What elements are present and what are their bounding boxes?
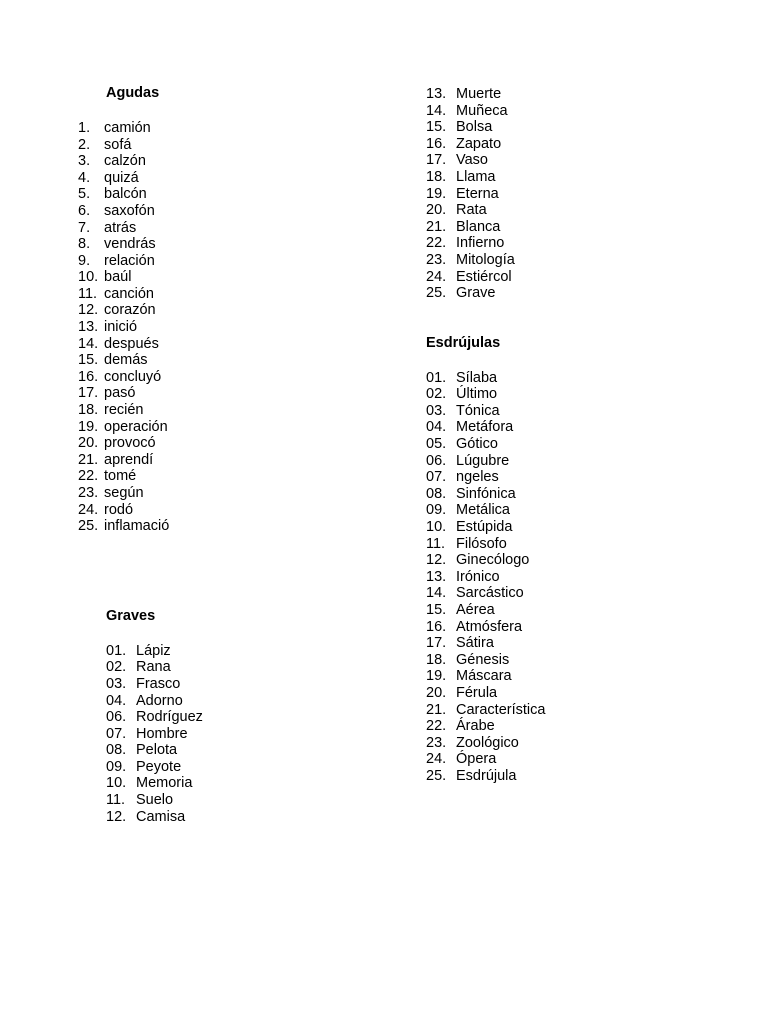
list-item-word: Frasco xyxy=(136,675,181,692)
list-item xyxy=(426,685,708,702)
list-item-word: demás xyxy=(104,352,148,369)
list-item-number: 1. xyxy=(78,119,91,136)
list-item xyxy=(78,352,378,369)
list-item xyxy=(426,502,708,519)
list-item xyxy=(426,86,708,103)
list-item-word: Árabe xyxy=(456,718,495,735)
list-item-number: 13. xyxy=(78,319,99,336)
list-item-number: 05. xyxy=(426,436,447,453)
list-item-word: baúl xyxy=(104,269,132,286)
list-item-word: Rodríguez xyxy=(136,709,203,726)
list-item xyxy=(426,619,708,636)
list-item-word: Estiércol xyxy=(456,268,512,285)
list-item xyxy=(106,742,378,759)
list-item-number: 15. xyxy=(78,352,99,369)
list-item xyxy=(78,286,378,303)
list-item xyxy=(426,103,708,120)
list-item-word: balcón xyxy=(104,186,147,203)
list-item xyxy=(426,436,708,453)
list-item-number: 15. xyxy=(426,119,447,136)
list-item-word: inició xyxy=(104,319,138,336)
list-item-word: Muerte xyxy=(456,86,502,102)
list-item-word: Sinfónica xyxy=(456,485,516,502)
list-item-word: Zapato xyxy=(456,135,502,152)
list-item xyxy=(78,269,378,286)
list-item-number: 25. xyxy=(426,767,447,784)
list-item xyxy=(426,702,708,719)
list-item xyxy=(426,469,708,486)
list-item-word: operación xyxy=(104,418,168,435)
list-item-word: Infierno xyxy=(456,235,505,252)
list-item-number: 13. xyxy=(426,568,447,585)
list-item xyxy=(78,203,378,220)
list-item-word: Génesis xyxy=(456,651,510,668)
list-item-number: 18. xyxy=(426,651,447,668)
list-item xyxy=(426,718,708,735)
list-item-number: 10. xyxy=(106,775,127,792)
list-item xyxy=(106,726,378,743)
list-item xyxy=(426,602,708,619)
agudas-list-left xyxy=(78,120,378,535)
list-item-number: 11. xyxy=(426,535,446,552)
list-item-number: 06. xyxy=(426,452,447,469)
list-item-number: 19. xyxy=(426,668,447,685)
list-item-number: 12. xyxy=(78,302,99,319)
list-item-word: Aérea xyxy=(456,601,495,618)
list-item-number: 6. xyxy=(78,202,91,219)
list-item-word: Peyote xyxy=(136,758,182,775)
list-item-word: Metálica xyxy=(456,502,510,519)
list-item-number: 24. xyxy=(78,501,99,518)
list-item-number: 14. xyxy=(426,585,447,602)
list-item-number: 21. xyxy=(426,218,447,235)
section-title-esdrujulas: Esdrújulas xyxy=(426,334,501,351)
list-item xyxy=(78,153,378,170)
list-item-number: 25. xyxy=(78,518,99,535)
list-item-number: 12. xyxy=(106,808,127,825)
list-item-number: 21. xyxy=(426,701,447,718)
list-item-number: 08. xyxy=(426,485,447,502)
list-item xyxy=(426,186,708,203)
list-item xyxy=(78,419,378,436)
list-item xyxy=(426,635,708,652)
list-item xyxy=(426,386,708,403)
graves-list xyxy=(106,643,378,826)
list-item-word: provocó xyxy=(104,435,156,452)
list-item-word: Metáfora xyxy=(456,419,514,436)
list-item-number: 18. xyxy=(426,168,447,185)
list-item xyxy=(426,569,708,586)
list-item-word: camión xyxy=(104,119,151,136)
list-item-word: Lúgubre xyxy=(456,452,510,469)
list-item-word: Vaso xyxy=(456,152,488,169)
list-item-word: inflamació xyxy=(104,518,170,535)
list-item-number: 24. xyxy=(426,751,447,768)
list-item-word: Característica xyxy=(456,701,546,718)
list-item-word: rodó xyxy=(104,501,134,518)
list-item xyxy=(106,775,378,792)
list-item-number: 11. xyxy=(78,285,98,302)
list-item-word: después xyxy=(104,335,159,352)
list-item-number: 25. xyxy=(426,285,447,302)
list-item-number: 01. xyxy=(426,369,447,386)
list-item-number: 17. xyxy=(78,385,99,402)
list-item-number: 13. xyxy=(426,86,447,102)
list-item-word: Zoológico xyxy=(456,734,519,751)
list-item xyxy=(426,519,708,536)
column-spacer-right xyxy=(398,302,708,336)
list-item-number: 09. xyxy=(426,502,447,519)
list-item-number: 23. xyxy=(426,734,447,751)
list-item-number: 07. xyxy=(426,469,447,486)
list-item-number: 18. xyxy=(78,402,99,419)
list-item-word: Sátira xyxy=(456,635,494,652)
list-item xyxy=(78,336,378,353)
list-item-number: 07. xyxy=(106,725,127,742)
list-item-number: 22. xyxy=(426,718,447,735)
list-item-number: 19. xyxy=(426,185,447,202)
list-item xyxy=(106,676,378,693)
list-item-number: 10. xyxy=(78,269,99,286)
list-item xyxy=(106,792,378,809)
list-item xyxy=(426,486,708,503)
list-item-number: 17. xyxy=(426,635,447,652)
list-item-number: 14. xyxy=(426,102,447,119)
section-title-agudas: Agudas xyxy=(106,85,160,101)
list-item xyxy=(426,652,708,669)
list-item xyxy=(78,518,378,535)
list-item xyxy=(426,735,708,752)
list-item-word: Último xyxy=(456,386,498,403)
list-item xyxy=(426,751,708,768)
list-item-number: 01. xyxy=(106,642,127,659)
list-item-word: Muñeca xyxy=(456,102,508,119)
list-item xyxy=(426,552,708,569)
list-item-word: Blanca xyxy=(456,218,501,235)
list-item xyxy=(78,186,378,203)
list-item-word: recién xyxy=(104,402,144,419)
list-item-word: Esdrújula xyxy=(456,767,517,784)
agudas-list-right xyxy=(426,86,708,302)
list-item-number: 10. xyxy=(426,519,447,535)
list-item-number: 22. xyxy=(426,235,447,252)
list-item-word: Rata xyxy=(456,202,487,219)
list-item-word: sofá xyxy=(104,136,132,153)
column-spacer xyxy=(78,535,378,609)
list-item-number: 20. xyxy=(426,202,447,219)
list-item-word: Atmósfera xyxy=(456,618,523,635)
list-item-number: 04. xyxy=(426,419,447,436)
list-item-number: 21. xyxy=(78,451,99,468)
list-item-word: ngeles xyxy=(456,469,499,486)
list-item-word: Bolsa xyxy=(456,119,493,136)
list-item-word: Adorno xyxy=(136,692,183,709)
list-item xyxy=(78,369,378,386)
list-item-number: 03. xyxy=(426,402,447,419)
list-item xyxy=(426,152,708,169)
right-column xyxy=(398,86,708,785)
list-item-word: Lápiz xyxy=(136,642,171,659)
list-item-word: pasó xyxy=(104,385,136,402)
list-item-word: relación xyxy=(104,252,155,269)
list-item-number: 02. xyxy=(106,659,127,676)
list-item xyxy=(426,285,708,302)
list-item-number: 2. xyxy=(78,136,91,153)
list-item xyxy=(106,659,378,676)
list-item xyxy=(78,137,378,154)
list-item-word: Mitología xyxy=(456,251,515,268)
list-item-number: 17. xyxy=(426,152,447,169)
list-item-number: 14. xyxy=(78,335,99,352)
list-item-number: 15. xyxy=(426,601,447,618)
list-item xyxy=(106,643,378,660)
list-item-number: 19. xyxy=(78,418,99,435)
list-item xyxy=(78,319,378,336)
list-item-word: Hombre xyxy=(136,725,188,742)
list-item-number: 22. xyxy=(78,468,99,485)
esdrujulas-list xyxy=(426,370,708,785)
list-item-number: 4. xyxy=(78,169,91,186)
list-item xyxy=(106,759,378,776)
list-item-number: 24. xyxy=(426,268,447,285)
list-item xyxy=(426,419,708,436)
list-item-number: 7. xyxy=(78,219,91,236)
list-item xyxy=(78,170,378,187)
list-item-number: 20. xyxy=(426,684,447,701)
list-item-word: canción xyxy=(104,285,154,302)
list-item-word: Camisa xyxy=(136,808,186,825)
list-item-word: Suelo xyxy=(136,792,174,809)
list-item xyxy=(78,236,378,253)
list-item xyxy=(426,219,708,236)
list-item xyxy=(78,468,378,485)
list-item xyxy=(426,202,708,219)
list-item-number: 08. xyxy=(106,742,127,759)
list-item xyxy=(426,536,708,553)
list-item xyxy=(78,120,378,137)
list-item-word: Grave xyxy=(456,285,496,302)
list-item-number: 9. xyxy=(78,252,91,269)
list-item-number: 5. xyxy=(78,186,91,203)
list-item-word: Eterna xyxy=(456,185,499,202)
list-item-word: Pelota xyxy=(136,742,178,759)
list-item-word: Férula xyxy=(456,684,498,701)
left-column xyxy=(78,86,378,825)
list-item xyxy=(426,235,708,252)
list-item-number: 16. xyxy=(78,368,99,385)
list-item-word: saxofón xyxy=(104,202,155,219)
list-item-number: 3. xyxy=(78,153,91,170)
list-item-number: 16. xyxy=(426,135,447,152)
list-item xyxy=(78,502,378,519)
list-item xyxy=(426,585,708,602)
list-item xyxy=(106,709,378,726)
list-item-word: vendrás xyxy=(104,236,156,253)
list-item-word: Irónico xyxy=(456,568,500,585)
list-item-number: 02. xyxy=(426,386,447,403)
list-item-word: aprendí xyxy=(104,451,154,468)
list-item xyxy=(426,119,708,136)
list-item-number: 23. xyxy=(78,485,99,501)
list-item-number: 03. xyxy=(106,675,127,692)
list-item xyxy=(426,136,708,153)
list-item-word: Gótico xyxy=(456,436,498,453)
list-item-number: 8. xyxy=(78,236,91,253)
list-item-word: Estúpida xyxy=(456,519,513,535)
list-item xyxy=(426,768,708,785)
list-item-word: Filósofo xyxy=(456,535,507,552)
list-item xyxy=(106,693,378,710)
list-item-word: Sílaba xyxy=(456,369,498,386)
list-item xyxy=(78,385,378,402)
list-item-number: 11. xyxy=(106,792,126,809)
list-item-word: calzón xyxy=(104,153,146,170)
list-item xyxy=(426,668,708,685)
list-item-word: tomé xyxy=(104,468,137,485)
list-item xyxy=(426,403,708,420)
list-item xyxy=(426,269,708,286)
list-item xyxy=(78,452,378,469)
list-item-word: Llama xyxy=(456,168,496,185)
list-item-number: 12. xyxy=(426,552,447,569)
list-item xyxy=(426,169,708,186)
list-item-word: Máscara xyxy=(456,668,512,685)
list-item xyxy=(78,253,378,270)
list-item xyxy=(426,252,708,269)
list-item-word: según xyxy=(104,485,144,501)
list-item xyxy=(426,453,708,470)
list-item-word: Memoria xyxy=(136,775,193,792)
list-item-word: quizá xyxy=(104,169,139,186)
list-item-word: Sarcástico xyxy=(456,585,524,602)
list-item-word: concluyó xyxy=(104,368,162,385)
list-item-word: corazón xyxy=(104,302,156,319)
list-item-number: 04. xyxy=(106,692,127,709)
list-item-number: 20. xyxy=(78,435,99,452)
list-item-word: Tónica xyxy=(456,402,500,419)
list-item-word: atrás xyxy=(104,219,137,236)
section-title-graves: Graves xyxy=(106,607,156,624)
list-item-word: Ginecólogo xyxy=(456,552,530,569)
list-item-word: Rana xyxy=(136,659,171,676)
list-item-number: 06. xyxy=(106,709,127,726)
list-item-number: 23. xyxy=(426,251,447,268)
list-item-number: 09. xyxy=(106,758,127,775)
list-item xyxy=(426,370,708,387)
list-item xyxy=(106,809,378,826)
list-item xyxy=(78,435,378,452)
list-item xyxy=(78,220,378,237)
list-item xyxy=(78,302,378,319)
list-item xyxy=(78,485,378,502)
list-item-number: 16. xyxy=(426,618,447,635)
list-item xyxy=(78,402,378,419)
list-item-word: Ópera xyxy=(456,751,497,768)
